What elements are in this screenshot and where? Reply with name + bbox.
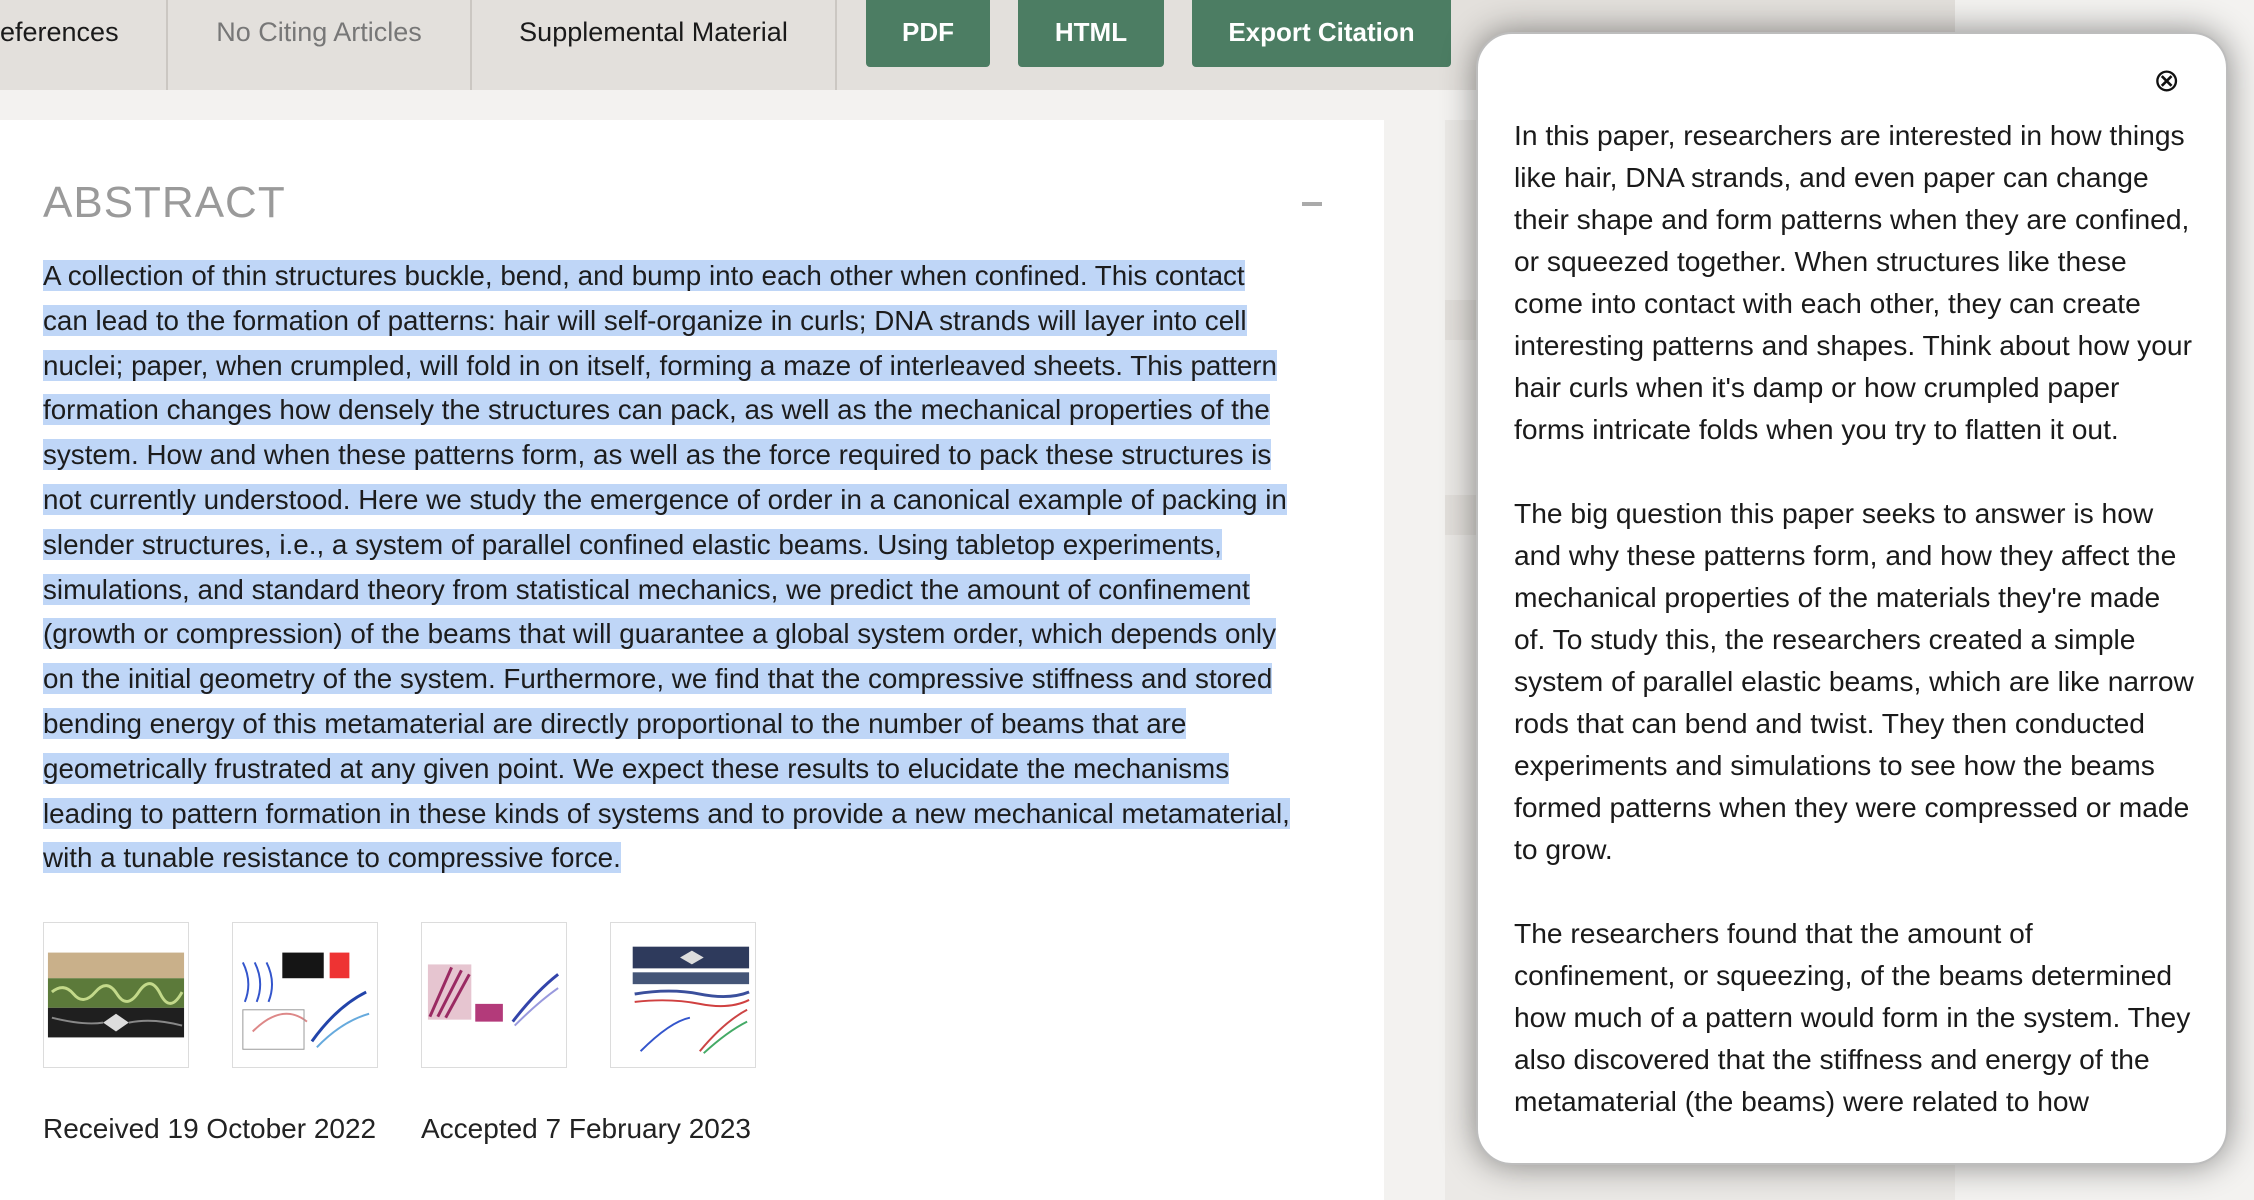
abstract-line: formation changes how densely the structures can pack, as well as the mechanical properties of the xyxy=(43,394,1270,426)
tab-supplemental-material[interactable]: Supplemental Material xyxy=(519,17,788,47)
abstract-line: simulations, and standard theory from statistical mechanics, we predict the amount of confinement xyxy=(43,573,1250,605)
html-button[interactable]: HTML xyxy=(1018,0,1164,67)
summary-paragraph: In this paper, researchers are interested in how things like hair, DNA strands, and even paper can change their shape and form patterns when they are confined, or squeezed together. When structures like these come into contact with each other, they can create interesting patterns and shapes. Think about how your hair curls when it's damp or how crumpled paper forms intricate folds when you try to flatten it out. xyxy=(1514,119,2192,445)
abstract-line: leading to pattern formation in these kinds of systems and to provide a new mechanical metamaterial, xyxy=(43,797,1290,829)
abstract-line: nuclei; paper, when crumpled, will fold in on itself, forming a maze of interleaved sheets. This pattern xyxy=(43,349,1278,381)
figure-thumbnail-2[interactable] xyxy=(232,922,378,1068)
summary-paragraph: The big question this paper seeks to answer is how and why these patterns form, and how they affect the mechanical properties of the materials they're made of. To study this, the researchers created a simple system of parallel elastic beams, which are like narrow rods that can bend and twist. They then conducted experiments and simulations to see how the beams formed patterns when they were compressed or made to grow. xyxy=(1514,497,2194,865)
abstract-line: slender structures, i.e., a system of parallel confined elastic beams. Using tabletop experiments, xyxy=(43,528,1222,560)
pdf-button[interactable]: PDF xyxy=(866,0,990,67)
summary-paragraph: The researchers found that the amount of confinement, or squeezing, of the beams determined how much of a pattern would form in the system. They also discovered that the stiffness and energy of the metamaterial (the beams) were related to how xyxy=(1514,917,2191,1117)
figure-thumbnail-1[interactable] xyxy=(43,922,189,1068)
abstract-line: on the initial geometry of the system. Furthermore, we find that the compressive stiffness and stored xyxy=(43,663,1273,695)
abstract-line: bending energy of this metamaterial are directly proportional to the number of beams that are xyxy=(43,707,1187,739)
export-citation-button[interactable]: Export Citation xyxy=(1192,0,1451,67)
abstract-line: geometrically frustrated at any given point. We expect these results to elucidate the mechanisms xyxy=(43,752,1230,784)
abstract-line: with a tunable resistance to compressive force. xyxy=(43,842,621,874)
abstract-heading: ABSTRACT xyxy=(43,178,286,227)
summary-text xyxy=(1514,114,2194,1164)
abstract-line: (growth or compression) of the beams that will guarantee a global system order, which depends only xyxy=(43,618,1276,650)
collapse-icon[interactable] xyxy=(1302,202,1322,206)
figure-thumbnail-4[interactable] xyxy=(610,922,756,1068)
abstract-line: A collection of thin structures buckle, bend, and bump into each other when confined. This contact xyxy=(43,260,1245,291)
tab-divider xyxy=(835,0,837,90)
summary-popup xyxy=(1476,32,2228,1165)
received-date: Received 19 October 2022 xyxy=(43,1113,377,1144)
abstract-text xyxy=(43,254,1333,881)
close-icon[interactable]: ⊗ xyxy=(2153,61,2180,99)
tab-no-citing-articles[interactable]: No Citing Articles xyxy=(216,17,422,47)
abstract-line: system. How and when these patterns form, as well as the force required to pack these structures is xyxy=(43,439,1272,471)
abstract-line: can lead to the formation of patterns: hair will self-organize in curls; DNA strands will layer into cell xyxy=(43,304,1247,336)
accepted-date: Accepted 7 February 2023 xyxy=(421,1113,751,1144)
tab-references[interactable]: eferences xyxy=(0,17,119,47)
figure-thumbnail-3[interactable] xyxy=(421,922,567,1068)
abstract-line: not currently understood. Here we study the emergence of order in a canonical example of packing in xyxy=(43,483,1287,515)
